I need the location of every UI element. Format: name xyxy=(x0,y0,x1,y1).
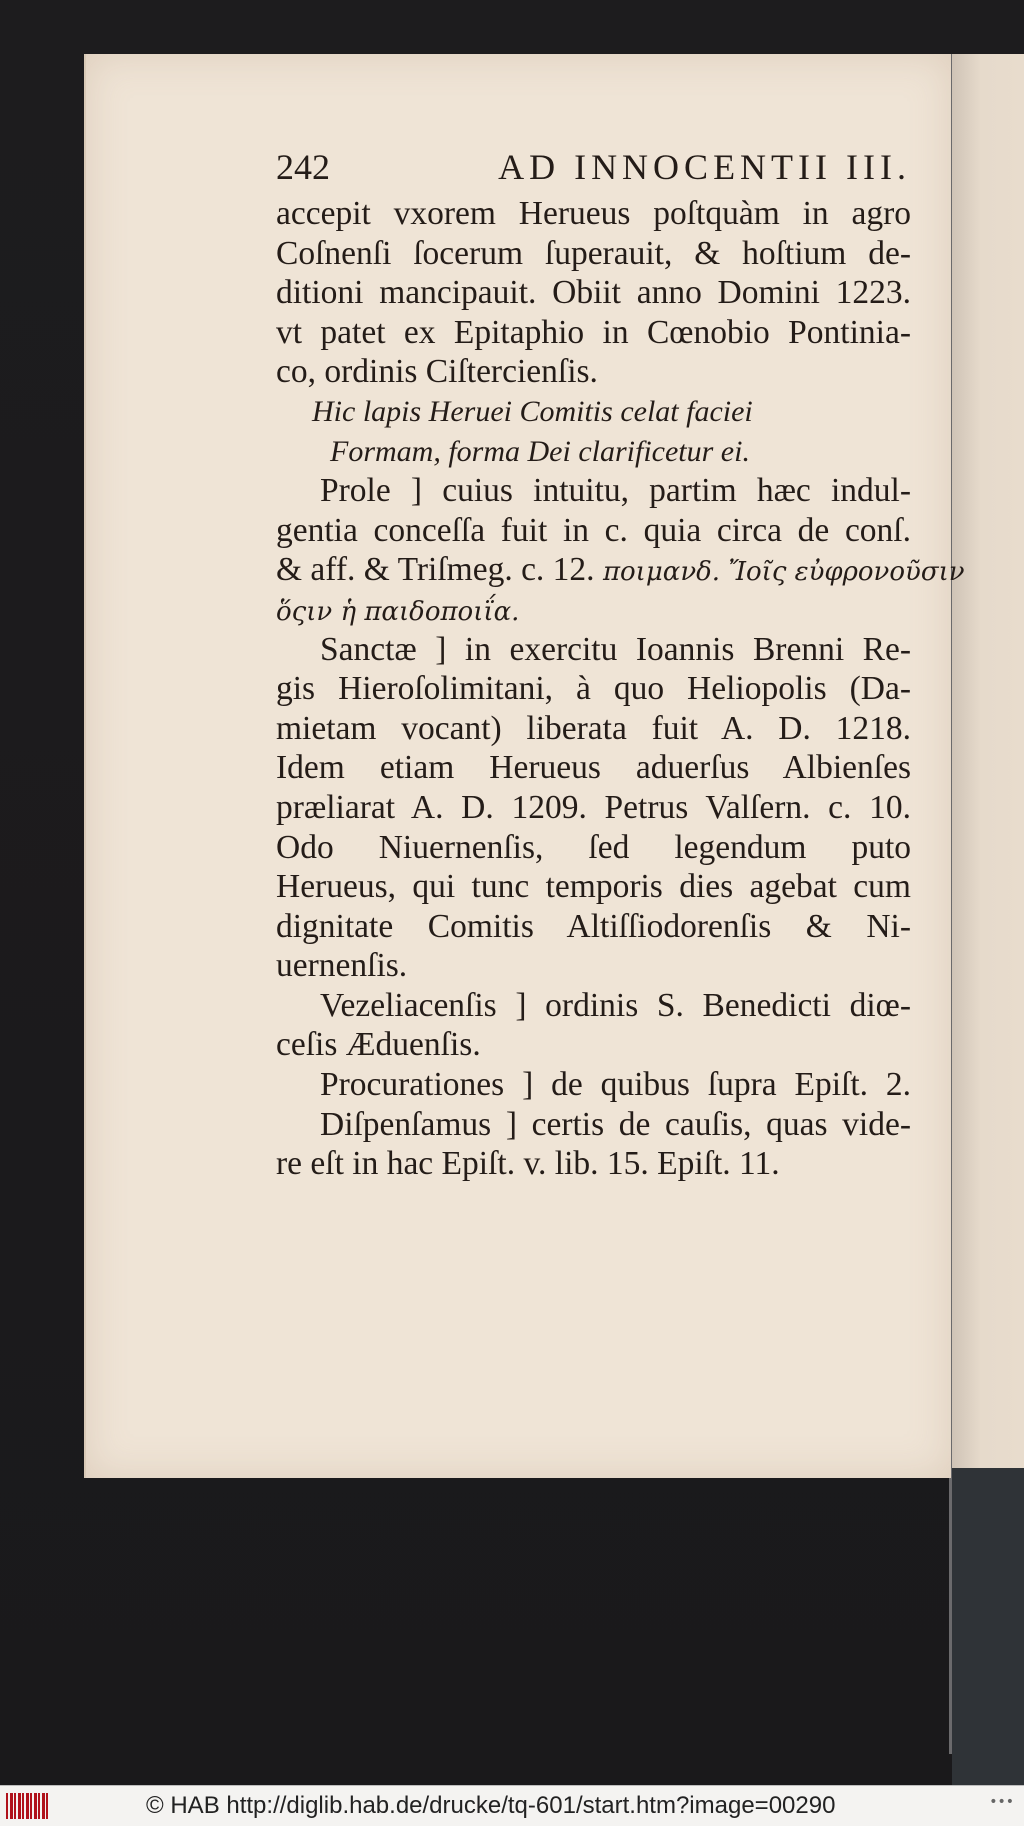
scan-border xyxy=(952,1468,1024,1785)
greek-text: ποιμανδ. Ἴοῖς εὐφρονοῦσιν xyxy=(602,557,965,588)
adjacent-page xyxy=(952,54,1024,1468)
text-line: Idem etiam Herueus aduerſus Albienſes xyxy=(276,749,911,787)
text-line: ditioni mancipauit. Obiit anno Domini 1223. xyxy=(276,274,911,312)
text-line: re eſt in hac Epiſt. v. lib. 15. Epiſt. 11. xyxy=(276,1145,780,1183)
note-dispensamus: Diſpenſamus ] certis de cauſis, quas vide- xyxy=(320,1105,911,1143)
page-number: 242 xyxy=(276,147,330,187)
greek-text: ὅςιν ἡ παιδοποιΐα. xyxy=(276,596,520,627)
text-line: gentia conceſſa fuit in c. quia circa de conſ. xyxy=(276,511,911,549)
running-header xyxy=(276,140,911,194)
text-fragment: & aff. & Triſmeg. c. 12. xyxy=(276,551,595,589)
note-procurationes: Procurationes ] de quibus ſupra Epiſt. 2. xyxy=(320,1066,911,1104)
text-line: uernenſis. xyxy=(276,947,408,985)
more-icon[interactable]: ••• xyxy=(989,1794,1014,1810)
text-line: accepit vxorem Herueus poſtquàm in agro xyxy=(276,195,911,232)
source-bar xyxy=(0,1785,1024,1826)
page-text xyxy=(276,140,965,1184)
text-line: Coſnenſi ſocerum ſuperauit, & hoſtium de- xyxy=(276,234,911,272)
note-sanctae: Sanctæ ] in exercitu Ioannis Brenni Re- xyxy=(320,630,911,668)
text-line: Odo Niuernenſis, ſed legendum puto xyxy=(276,828,911,866)
source-url[interactable]: © HAB http://diglib.hab.de/drucke/tq-601/start.htm?image=00290 xyxy=(146,1792,836,1819)
epitaph-verse: Formam, forma Dei clarificetur ei. xyxy=(330,434,750,468)
library-logo-icon xyxy=(6,1793,50,1819)
text-line: præliarat A. D. 1209. Petrus Valſern. c. 10. xyxy=(276,788,911,826)
text-line: vt patet ex Epitaphio in Cœnobio Pontinia- xyxy=(276,313,911,351)
text-line: gis Hieroſolimitani, à quo Heliopolis (Da- xyxy=(276,670,911,708)
text-line: mietam vocant) liberata fuit A. D. 1218. xyxy=(276,709,911,747)
note-prole: Prole ] cuius intuitu, partim hæc indul- xyxy=(320,472,911,510)
epitaph-verse: Hic lapis Heruei Comitis celat faciei xyxy=(312,394,753,428)
note-vezeliacensis: Vezeliacenſis ] ordinis S. Benedicti diœ- xyxy=(320,986,911,1024)
text-line xyxy=(276,550,965,590)
text-line: ceſis Æduenſis. xyxy=(276,1026,481,1064)
running-title: AD INNOCENTII III. xyxy=(498,147,911,187)
text-line: co, ordinis Ciſtercienſis. xyxy=(276,353,598,391)
text-line: Herueus, qui tunc temporis dies agebat cum xyxy=(276,868,911,906)
text-line xyxy=(276,590,911,630)
text-line: dignitate Comitis Altiſſiodorenſis & Ni- xyxy=(276,907,911,945)
